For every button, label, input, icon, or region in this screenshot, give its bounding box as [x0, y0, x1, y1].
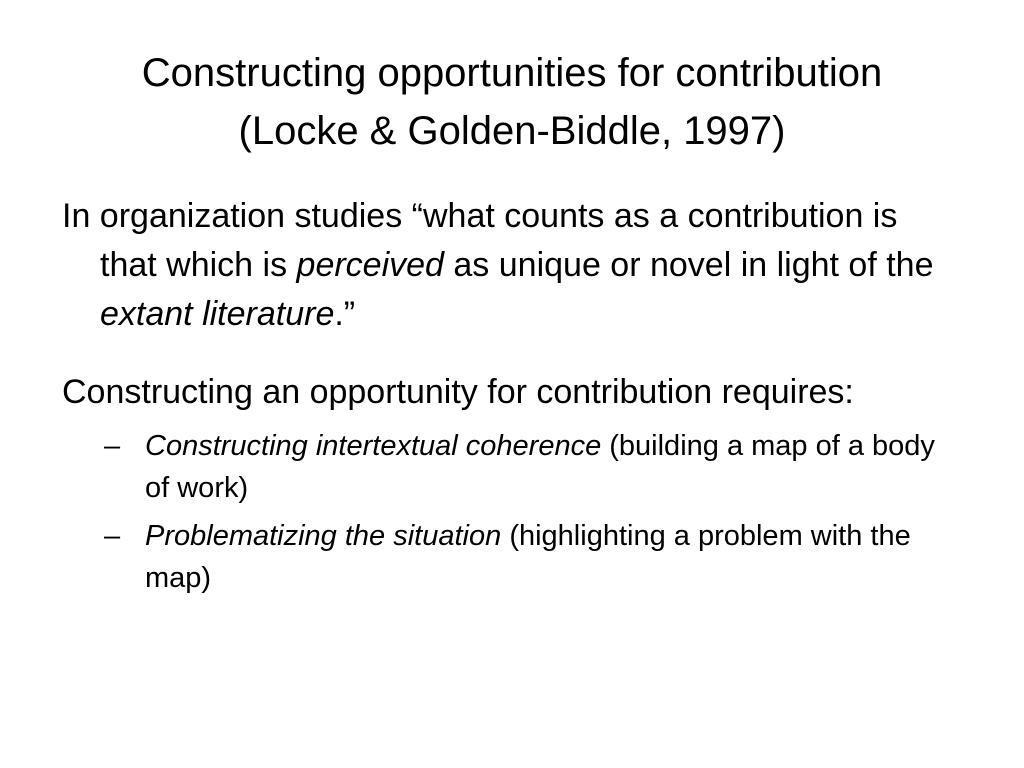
- requirements-list: [62, 425, 962, 599]
- dash-bullet: –: [104, 520, 121, 552]
- requirement-emphasis: Constructing intertextual coherence: [145, 430, 602, 462]
- quote-paragraph: [62, 192, 962, 339]
- requirements-text: Constructing an opportunity for contribution requires:: [62, 373, 854, 411]
- quote-text-b: as unique or novel in light of the: [443, 246, 934, 284]
- requirement-item: [62, 425, 962, 509]
- quote-text-c: .”: [334, 295, 356, 333]
- requirement-text: (building a map of a body of work): [145, 430, 935, 504]
- requirements-paragraph: [62, 368, 962, 417]
- dash-bullet: –: [104, 430, 121, 462]
- slide-title-line-1: Constructing opportunities for contribution: [141, 51, 883, 95]
- slide-title-line-2: (Locke & Golden-Biddle, 1997): [238, 109, 786, 153]
- slide-title: [40, 44, 984, 160]
- requirement-text: (highlighting a problem with the map): [145, 520, 911, 594]
- quote-text-a: In organization studies “what counts as a contribution is that which is: [62, 197, 898, 284]
- requirement-item: [62, 515, 962, 599]
- quote-emphasis-perceived: perceived: [296, 246, 444, 284]
- slide-body: [62, 192, 962, 599]
- requirement-emphasis: Problematizing the situation: [145, 520, 502, 552]
- quote-emphasis-extant-literature: extant literature: [100, 295, 335, 333]
